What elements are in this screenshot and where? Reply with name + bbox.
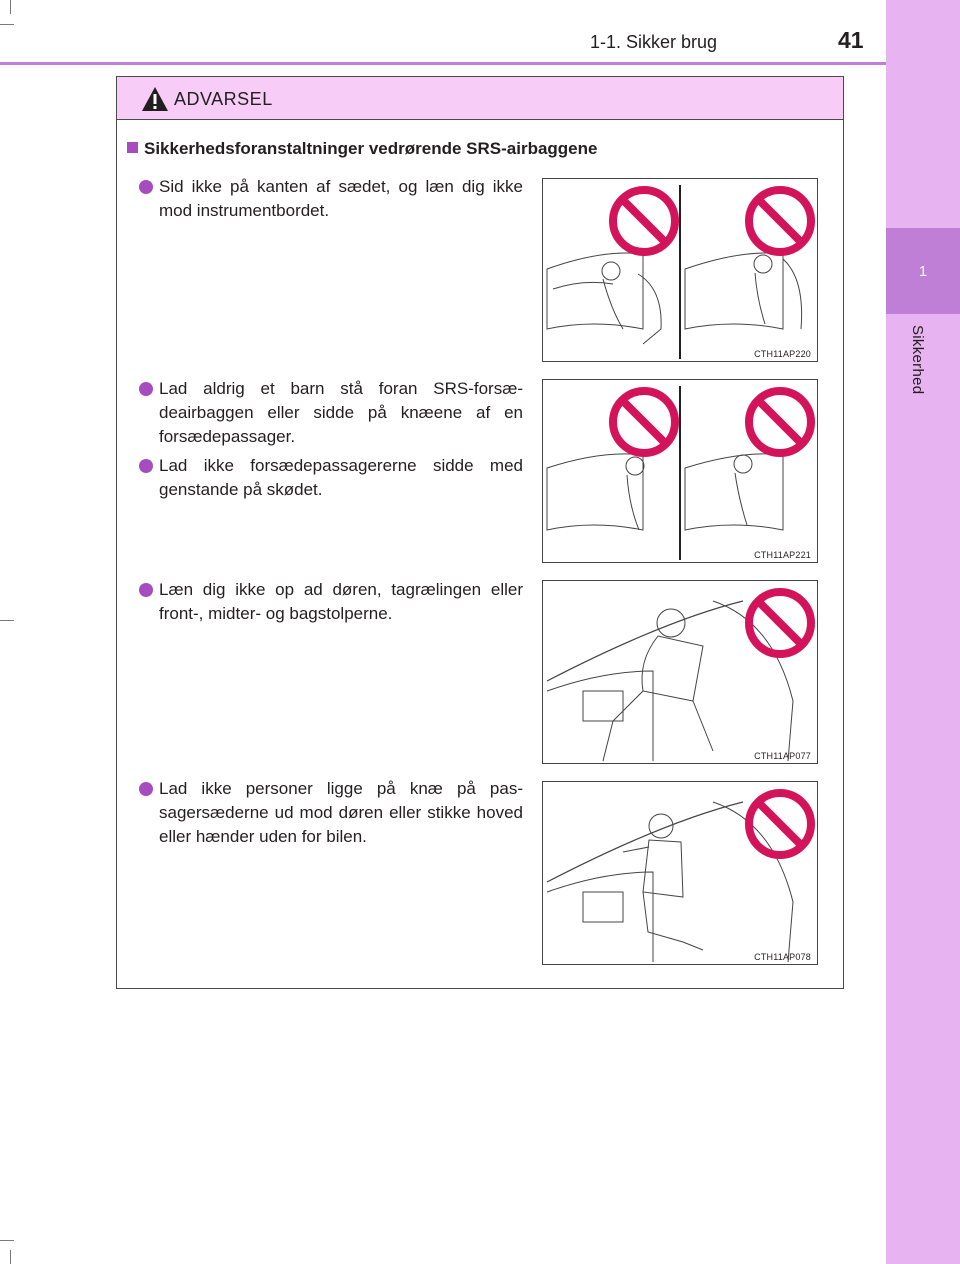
crop-mark [10, 1250, 11, 1264]
prohibition-icon [749, 190, 811, 252]
illustration-code: CTH11AP077 [754, 751, 811, 761]
crop-mark [0, 24, 14, 25]
chapter-label: Sikkerhed [909, 325, 926, 395]
section-heading [127, 139, 597, 159]
section-title: 1-1. Sikker brug [590, 32, 718, 52]
item-text: Sid ikke på kanten af sædet, og læn dig ikke mod instrumentbordet. [159, 177, 523, 220]
crop-mark [10, 0, 11, 14]
bullet-icon [139, 180, 153, 194]
prohibition-icon [749, 793, 811, 855]
bullet-icon [139, 382, 153, 396]
chapter-side-tab [886, 0, 960, 1264]
item-text: Lad ikke forsædepassagererne sidde med genstande på skødet. [159, 456, 523, 499]
warning-box [116, 76, 844, 989]
warning-title: ADVARSEL [174, 89, 273, 109]
illustration-code: CTH11AP078 [754, 952, 811, 962]
prohibition-icon [613, 391, 675, 453]
prohibition-icon [749, 391, 811, 453]
crop-mark [0, 1240, 14, 1241]
list-item [139, 454, 523, 502]
page-number: 41 [838, 27, 864, 53]
chapter-number: 1 [886, 228, 960, 314]
list-item [139, 578, 523, 626]
list-item [139, 777, 523, 849]
illustration-kneeling-on-seat [542, 781, 818, 965]
illustration-child-front-seat [542, 379, 818, 563]
section-heading-text: Sikkerhedsforanstaltninger vedrørende SRS-airbaggene [144, 139, 598, 158]
bullet-icon [139, 459, 153, 473]
item-text: Læn dig ikke op ad døren, tagrælingen eller front-, midter- og bagstolperne. [159, 580, 523, 623]
prohibition-icon [749, 592, 811, 654]
list-item [139, 377, 523, 449]
header-rule [0, 62, 886, 65]
illustration-code: CTH11AP221 [754, 550, 811, 560]
warning-triangle-icon [141, 86, 169, 112]
item-text: Lad ikke personer ligge på knæ på pas- sagersæderne ud mod døren eller stikke hoved eller hænder uden for bilen. [159, 779, 523, 846]
square-bullet-icon [127, 142, 138, 153]
list-item [139, 175, 523, 223]
illustration-leaning-forward [542, 178, 818, 362]
item-text: Lad aldrig et barn stå foran SRS-forsæ- deairbaggen eller sidde på knæene af en forsædepassager. [159, 379, 523, 446]
crop-mark [0, 620, 14, 621]
illustration-code: CTH11AP220 [754, 349, 811, 359]
bullet-icon [139, 583, 153, 597]
warning-header [117, 77, 843, 120]
prohibition-icon [613, 190, 675, 252]
bullet-icon [139, 782, 153, 796]
illustration-leaning-on-door [542, 580, 818, 764]
